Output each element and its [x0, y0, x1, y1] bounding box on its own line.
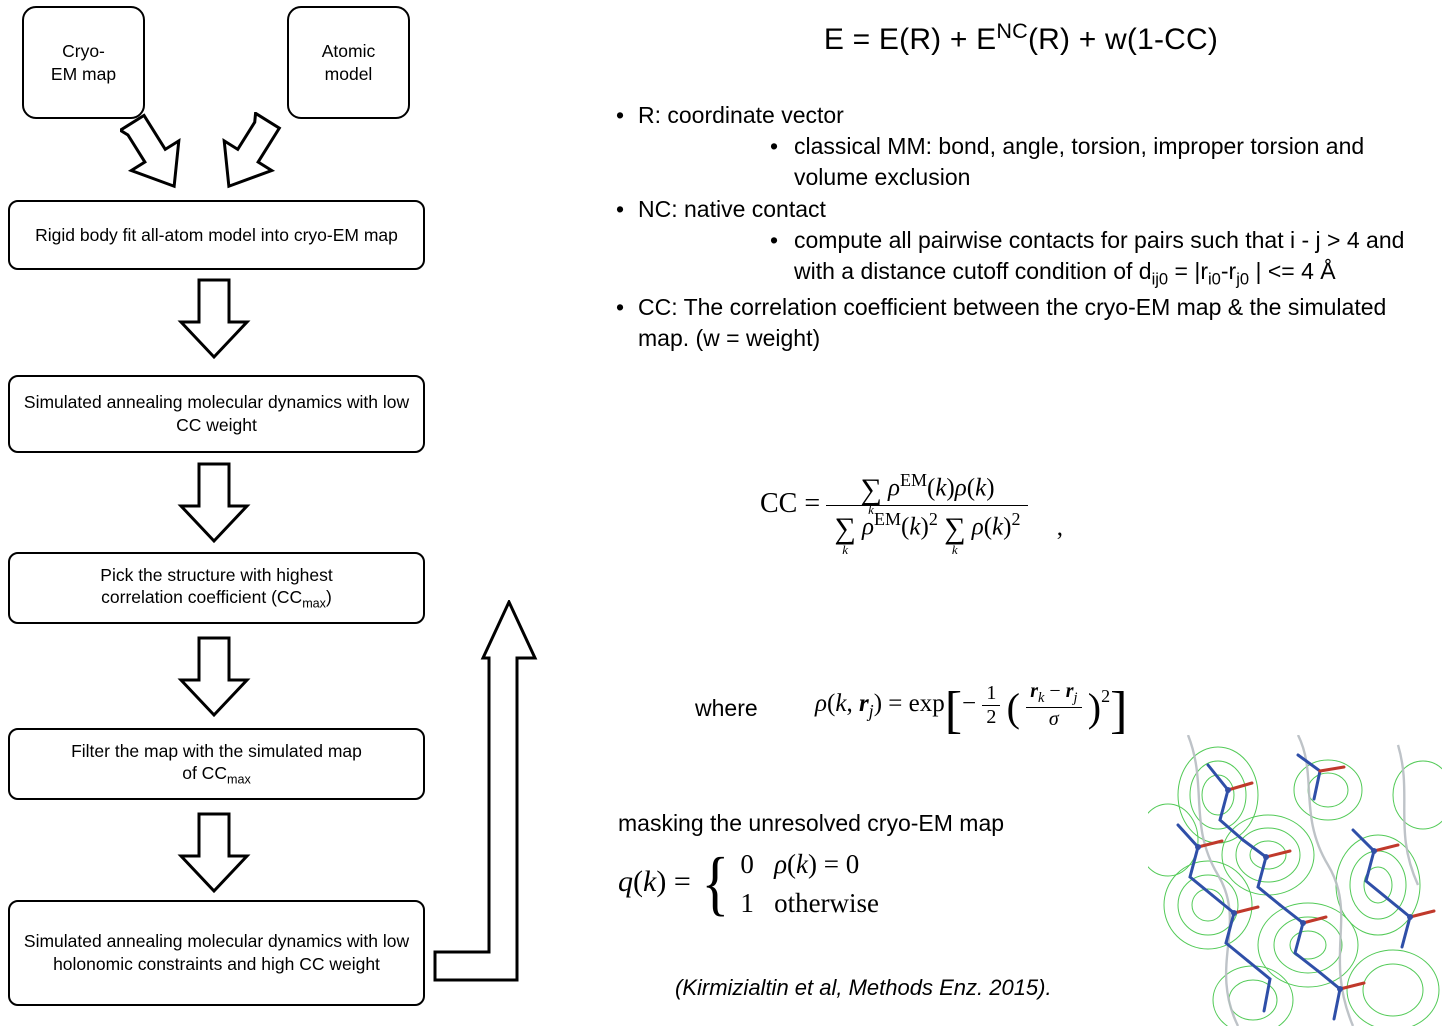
masking-text: masking the unresolved cryo-EM map: [618, 810, 1005, 836]
brace-icon: {: [701, 843, 730, 924]
q-formula-cases: [740, 845, 879, 923]
node-simulated-annealing-holonomic-label: Simulated annealing molecular dynamics with low holonomic constraints and high CC weight: [23, 931, 410, 974]
cc-formula-denominator: ∑ k $\rho^{EM}(k)^2$ ∑ k $\rho(k)^2$: [834, 509, 1021, 557]
cc-formula-numerator: ∑ k $\rho^{EM}(k)\rho(k)$: [826, 470, 1028, 506]
node-atomic-model: [287, 6, 410, 119]
node-filter-map-label: Filter the map with the simulated map of $CC_{max}$: [71, 740, 362, 787]
cc-formula: [760, 470, 1320, 557]
bullet-marker-icon: •: [770, 227, 779, 254]
bullet-cc-correlation: [608, 292, 1442, 353]
where-label: where: [695, 695, 758, 721]
rho-formula: ρ(k, $r_j) = \exp[-$ $\frac{1}{2}$ ( $\frac{r_k - r_j}{\sigma}$ )$^2$]: [815, 680, 1128, 740]
arrow-cryo-to-fit: [120, 112, 220, 202]
q-formula-case-2: 1 otherwise: [740, 888, 880, 919]
arrow-feedback-loop: [425, 600, 555, 1000]
node-cryo-em-map: [22, 6, 145, 119]
sum-icon: ∑ k: [944, 512, 966, 557]
rk-rj-over-sigma-fraction: $\frac{r_k - r_j}{\sigma}$: [1026, 680, 1081, 731]
bullet-classical-mm: [768, 131, 1442, 192]
node-pick-structure-label: Pick the structure with highest correlation coefficient $(CC_{max})$: [100, 564, 333, 611]
bullet-r-coordinate-vector: [608, 100, 1442, 192]
bullet-pairwise-contacts-label: compute all pairwise contacts for pairs such that i - j > 4 and with a distance cutoff condition of $d_{ij0} = |r_{i0}-r_{j0}$ | <= 4 Å: [794, 227, 1405, 289]
q-formula: q(k) = { 0 ρ(k) = 0 1 otherwise: [618, 843, 880, 924]
node-filter-map: [8, 728, 425, 800]
bullet-classical-mm-label: classical MM: bond, angle, torsion, improper torsion and volume exclusion: [794, 133, 1365, 190]
node-atomic-model-label: Atomic model: [321, 40, 376, 84]
arrow-anneal-to-pick: [177, 462, 257, 544]
node-simulated-annealing-low-cc-label: Simulated annealing molecular dynamics with low CC weight: [23, 392, 410, 435]
bullet-cc-label: CC: The correlation coefficient between the cryo-EM map & the simulated map. (w = weight): [638, 294, 1387, 351]
arrow-filter-to-anneal2: [177, 812, 257, 894]
bullet-marker-icon: •: [616, 294, 625, 321]
q-formula-case-1: 0 ρ(k) = 0: [740, 849, 860, 879]
node-pick-structure: [8, 552, 425, 624]
node-simulated-annealing-low-cc: [8, 375, 425, 453]
arrow-fit-to-anneal: [177, 278, 257, 360]
cc-formula-lhs: CC =: [760, 487, 821, 519]
bullet-marker-icon: •: [770, 133, 779, 160]
node-simulated-annealing-holonomic: [8, 900, 425, 1006]
cc-formula-fraction: [826, 470, 1028, 557]
molecule-svg: [1148, 735, 1442, 1026]
bullet-marker-icon: •: [616, 102, 625, 128]
cryo-em-density-molecule-image: [1148, 735, 1442, 1026]
bullet-pairwise-contacts: [768, 225, 1442, 290]
bullet-nc-native-contact: [608, 194, 1442, 290]
q-formula-lhs: q: [618, 865, 633, 899]
sum-icon: ∑ k: [834, 512, 856, 557]
arrow-pick-to-filter: [177, 636, 257, 718]
one-half-fraction: $\frac{1}{2}$: [982, 682, 1000, 729]
citation: (Kirmizialtin et al, Methods Enz. 2015).: [675, 975, 1052, 1000]
sum-icon: ∑ k: [860, 473, 882, 518]
node-rigid-body-fit-label: Rigid body fit all-atom model into cryo-EM map: [35, 224, 398, 245]
bullet-nc-label: NC: native contact: [638, 196, 826, 223]
bullet-marker-icon: •: [616, 196, 625, 223]
bullet-list: [600, 100, 1442, 355]
energy-equation-title: $E = E(R) + E^{NC}(R) + w(1-CC)$: [823, 18, 1219, 56]
workflow-flowchart: [0, 0, 600, 1026]
node-rigid-body-fit: [8, 200, 425, 270]
cc-formula-comma: ,: [1056, 514, 1063, 542]
bullet-r-label: R: coordinate vector: [638, 102, 844, 128]
arrow-atomic-to-fit: [215, 112, 315, 202]
node-cryo-em-map-label: Cryo- EM map: [50, 40, 117, 84]
